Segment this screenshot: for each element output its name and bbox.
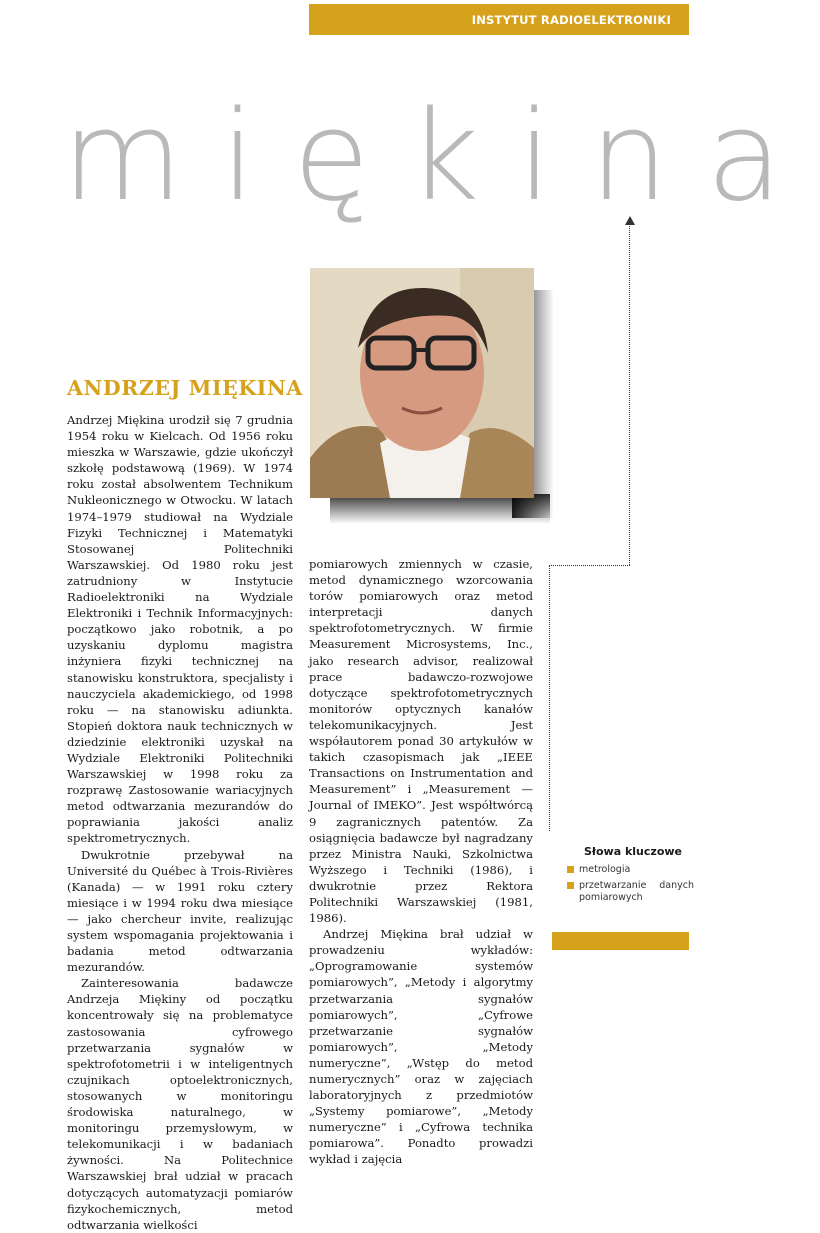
paragraph: Dwukrotnie przebywał na Université du Québec à Trois-Rivières (Kanada) — w 1991 roku cztery miesiące i w 1994 roku dwa miesiące — jako chercheur invite, realizując system wspomagania projektowania i badania metod odtwarzania mezurandów. <box>67 847 293 975</box>
keywords-title: Słowa kluczowe <box>584 845 682 858</box>
paragraph: Zainteresowania badawcze Andrzeja Miękiny od początku koncentrowały się na problematyce zastosowania cyfrowego przetwarzania sygnałów w spektrofotometrii i w inteligentnych czujnikach optoelektronicznych, stosowanych w monitoringu środowiska naturalnego, w monitoringu przemysłowym, w telekomunikacji i w badaniach żywności. Na Politechnice Warszawskiej brał udział w pracach dotyczących automatyzacji pomiarów fizykochemicznych, metod odtwarzania wielkości <box>67 976 293 1232</box>
square-bullet-icon <box>567 866 574 873</box>
keywords-accent-bar <box>552 932 689 950</box>
square-bullet-icon <box>567 882 574 889</box>
person-name-heading: ANDRZEJ MIĘKINA <box>67 376 303 400</box>
article-column-2 <box>309 556 533 1168</box>
keyword-item <box>566 880 694 904</box>
article-column-1 <box>67 412 293 1233</box>
dotted-line-vertical <box>629 224 630 565</box>
dotted-line-vertical-lower <box>549 565 550 831</box>
paragraph: Andrzej Miękina urodził się 7 grudnia 1954 roku w Kielcach. Od 1956 roku mieszka w Warszawie, gdzie ukończył szkołę podstawową (1969). W 1974 roku został absolwentem Technikum Nukleonicznego w Otwocku. W latach 1974–1979 studiował na Wydziale Fizyki Technicznej i Matematyki Stosowanej Politechniki Warszawskiej. Od 1980 roku jest zatrudniony w Instytucie Radioelektroniki na Wydziale Elektroniki i Technik Informacyjnych: początkowo jako robotnik, a po uzyskaniu dyplomu magistra inżyniera fizyki technicznej na stanowisku konstruktora, specjalisty i nauczyciela akademickiego, od 1998 roku — na stanowisku adiunkta. Stopień doktora nauk technicznych w dziedzinie elektroniki uzyskał na Wydziale Elektroniki Politechniki Warszawskiej w 1998 roku za rozprawę Zastosowanie wariacyjnych metod odtwarzania mezurandów do poprawiania jakości analiz spektrometrycznych. <box>67 413 293 846</box>
header-title: INSTYTUT RADIOELEKTRONIKI <box>471 13 671 27</box>
keyword-label: metrologia <box>579 864 631 875</box>
dotted-line-horizontal <box>549 565 630 566</box>
portrait-photo <box>310 268 534 498</box>
arrow-up-icon <box>625 216 635 225</box>
paragraph: Andrzej Miękina brał udział w prowadzeniu wykładów: „Oprogramowanie systemów pomiarowych”, „Metody i algorytmy przetwarzania sygnałów pomiarowych”, „Cyfrowe przetwarzanie sygnałów pomiarowych”, „Metody numeryczne”, „Wstęp do metod numerycznych” oraz w zajęciach laboratoryjnych z przedmiotów „Systemy pomiarowe”, „Metody numeryczne” i „Cyfrowa technika pomiarowa”. Ponadto prowadzi wykład i zajęcia <box>309 927 533 1167</box>
photo-shadow-bottom <box>330 494 550 524</box>
header-bar <box>309 4 689 35</box>
paragraph: pomiarowych zmiennych w czasie, metod dynamicznego wzorcowania torów pomiarowych oraz metod interpretacji danych spektrofotometrycznych. W firmie Measurement Microsystems, Inc., jako research advisor, realizował prace badawczo-rozwojowe dotyczące spektrofotometrycznych monitorów optycznych kanałów telekomunikacyjnych. Jest współautorem ponad 30 artykułów w takich czasopismach jak „IEEE Transactions on Instrumentation and Measurement” i „Measurement — Journal of IMEKO”. Jest współtwórcą 9 zagranicznych patentów. Za osiągnięcia badawcze był nagradzany przez Ministra Nauki, Szkolnictwa Wyższego i Techniki (1986), i dwukrotnie przez Rektora Politechniki Warszawskiej (1981, 1986). <box>309 557 533 926</box>
keyword-label: przetwarzanie danych pomiarowych <box>579 880 694 903</box>
big-surname: miękina <box>62 85 820 229</box>
keywords-box <box>566 845 694 908</box>
portrait-illustration <box>310 268 534 498</box>
keyword-item <box>566 864 694 876</box>
